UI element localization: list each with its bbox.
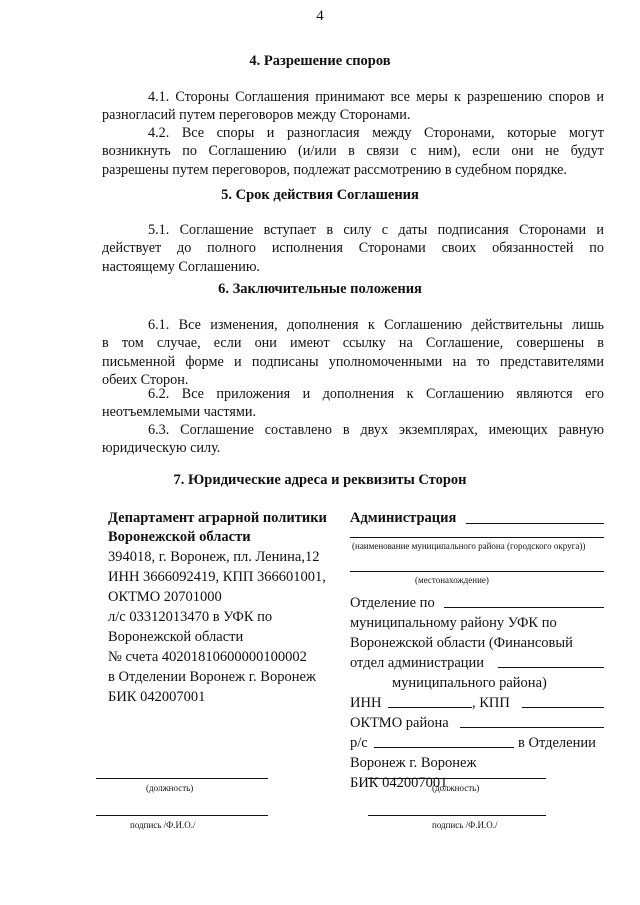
paragraph-line: обеих Сторон. xyxy=(102,371,189,388)
right-party-kpp-label: , КПП xyxy=(472,695,510,711)
paragraph-line: 6.1. Все изменения, дополнения к Соглашению действительны лишь xyxy=(148,317,604,333)
section-6-heading: 6. Заключительные положения xyxy=(218,281,422,297)
right-party-oktmo-line xyxy=(460,727,604,728)
paragraph-line: настоящему Соглашению. xyxy=(102,258,260,275)
paragraph-line: 6.2. Все приложения и дополнения к Соглашению являются его xyxy=(148,386,604,402)
right-party-ufk-line3: отдел администрации xyxy=(350,655,485,671)
left-party-bik: БИК 042007001 xyxy=(108,689,206,705)
left-party-name-line1: Департамент аграрной политики xyxy=(108,510,327,526)
right-position-line xyxy=(368,778,546,779)
right-party-name-caption: (наименование муниципального района (городского округа)) xyxy=(352,541,586,551)
right-party-rs-line xyxy=(374,747,514,748)
section-7-heading: 7. Юридические адреса и реквизиты Сторон xyxy=(173,472,467,488)
left-position-caption: (должность) xyxy=(146,783,194,793)
paragraph-line: 4.2. Все споры и разногласия между Сторонами, которые могут xyxy=(148,125,604,141)
right-party-ufk-blank xyxy=(498,667,604,668)
right-party-rs-label: р/с xyxy=(350,735,368,751)
paragraph-4-2 xyxy=(102,124,604,179)
right-party-location-caption: (местонахождение) xyxy=(415,575,489,585)
left-party-bank: в Отделении Воронеж г. Воронеж xyxy=(108,669,316,685)
right-signature-caption: подпись /Ф.И.О./ xyxy=(432,820,498,830)
paragraph-line: юридическую силу. xyxy=(102,440,221,457)
left-signature-caption: подпись /Ф.И.О./ xyxy=(130,820,196,830)
section-5-heading: 5. Срок действия Соглашения xyxy=(221,187,419,203)
left-party-account: л/с 03312013470 в УФК по xyxy=(108,609,273,625)
right-party-rs-suffix: в Отделении xyxy=(518,735,596,751)
right-party-bank-line: Воронеж г. Воронеж xyxy=(350,755,477,771)
right-party-inn-label: ИНН xyxy=(350,695,382,711)
right-party-dept-label: Отделение по xyxy=(350,595,435,611)
right-party-oktmo-label: ОКТМО района xyxy=(350,715,449,731)
right-party-location-line xyxy=(350,571,604,572)
paragraph-line: неотъемлемыми частями. xyxy=(102,404,256,421)
right-position-caption: (должность) xyxy=(432,783,480,793)
right-party-name-line xyxy=(350,537,604,538)
right-party-ufk-line4: муниципального района) xyxy=(392,675,547,691)
right-signature-line xyxy=(368,815,546,816)
paragraph-line: 4.1. Стороны Соглашения принимают все меры к разрешению споров и xyxy=(148,89,604,105)
paragraph-line: письменной форме и подписаны уполномоченными на то представителями xyxy=(102,353,604,370)
paragraph-6-1 xyxy=(102,316,604,389)
right-party-bik: БИК 042007001 xyxy=(350,775,448,791)
left-party-address: 394018, г. Воронеж, пл. Ленина,12 xyxy=(108,549,320,565)
left-party-name-line2: Воронежской области xyxy=(108,529,251,545)
left-party-bank-account: № счета 40201810600000100002 xyxy=(108,649,307,665)
right-party-title: Администрация xyxy=(350,510,457,526)
right-party-dept-line xyxy=(444,607,604,608)
left-party-inn-kpp: ИНН 3666092419, КПП 366601001, xyxy=(108,569,326,585)
paragraph-line: 6.3. Соглашение составлено в двух экземплярах, имеющих равную xyxy=(148,422,604,438)
paragraph-line: действует до полного исполнения Сторонами своих обязанностей по xyxy=(102,240,604,257)
left-position-line xyxy=(96,778,268,779)
paragraph-line: в том случае, если они имеют ссылку на Соглашение, совершены в xyxy=(102,335,604,352)
left-signature-line xyxy=(96,815,268,816)
paragraph-line: 5.1. Соглашение вступает в силу с даты подписания Сторонами и xyxy=(148,222,604,238)
left-party-region: Воронежской области xyxy=(108,629,244,645)
paragraph-line: возникнуть по Соглашению (и/или в связи с ним), если они не будут xyxy=(102,143,604,160)
right-party-kpp-line xyxy=(522,707,604,708)
paragraph-4-1 xyxy=(102,88,604,125)
paragraph-6-2 xyxy=(102,385,604,422)
paragraph-line: разногласий путем переговоров между Сторонами. xyxy=(102,107,411,124)
paragraph-line: разрешены путем переговоров, подлежат рассмотрению в судебном порядке. xyxy=(102,161,567,178)
page-number: 4 xyxy=(316,8,324,24)
paragraph-6-3 xyxy=(102,421,604,458)
right-party-ufk-line1: муниципальному району УФК по xyxy=(350,615,557,631)
right-party-title-line xyxy=(466,523,604,524)
right-party-inn-line xyxy=(388,707,472,708)
right-party-ufk-line2: Воронежской области (Финансовый xyxy=(350,635,573,651)
section-4-heading: 4. Разрешение споров xyxy=(249,53,391,69)
left-party-oktmo: ОКТМО 20701000 xyxy=(108,589,222,605)
paragraph-5-1 xyxy=(102,221,604,276)
